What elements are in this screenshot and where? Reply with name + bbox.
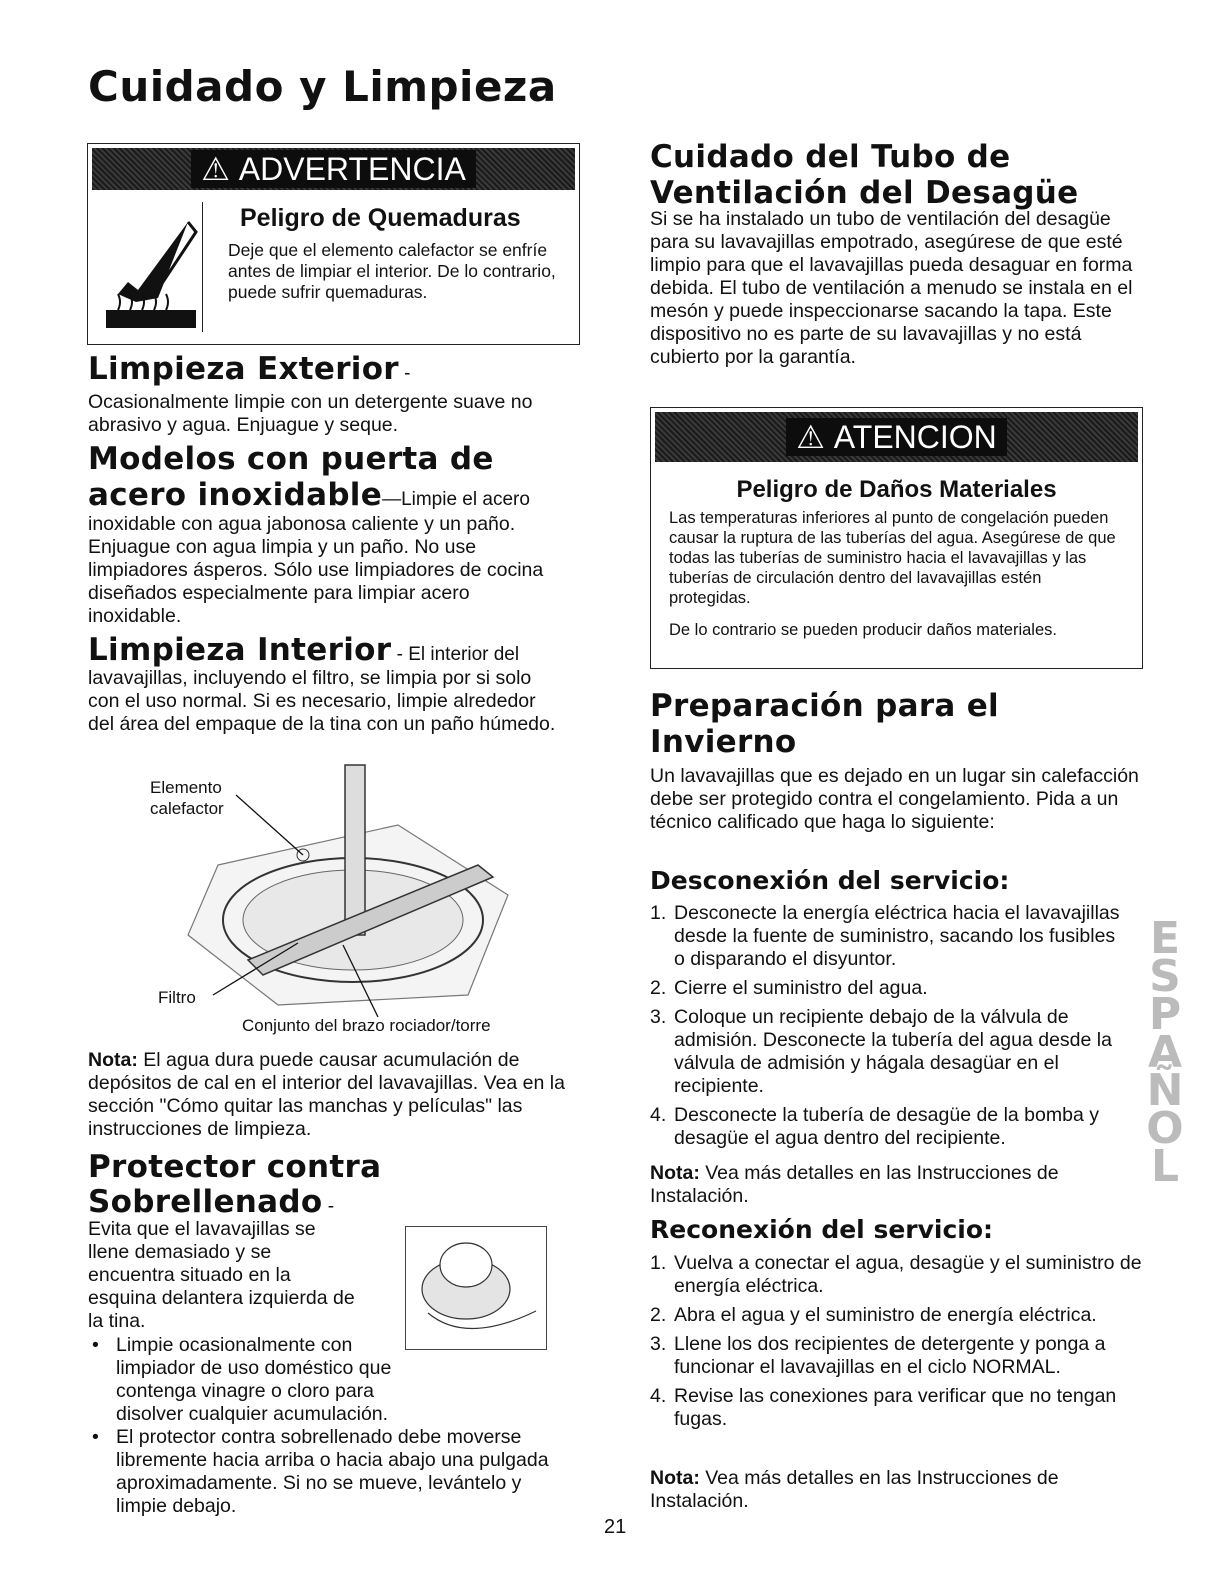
reconnect-heading: Reconexión del servicio: — [650, 1215, 994, 1244]
list-item: 4. Desconecte la tubería de desagüe de la bomba y desagüe el agua dentro del recipiente. — [650, 1104, 1099, 1149]
overfill-bullets-2 — [92, 1426, 572, 1518]
vent-text: Si se ha instalado un tubo de ventilación del desagüe para su lavavajillas empotrado, asegúrese de que esté limpio para que el lavavajillas pueda desaguar en forma debida. El tubo de ventilación a menudo se instala en el mesón y puede inspeccionarse sacando la tapa. Este dispositivo no es parte de su lavavajillas y no está cubierto por la garantía. — [650, 208, 1133, 368]
caution-heading: Peligro de Daños Materiales — [736, 476, 1057, 503]
interior-heading: Limpieza Interior - El interior del — [88, 632, 520, 668]
list-item: 3. Llene los dos recipientes de detergente y ponga a funcionar el lavavajillas en el ciclo NORMAL. — [650, 1333, 1106, 1378]
overfill-protector-illustration — [405, 1226, 547, 1350]
list-item: 2. Cierre el suministro del agua. — [650, 977, 928, 999]
caution-banner-label: ⚠ ATENCION — [786, 418, 1007, 456]
list-item: 1. Desconecte la energía eléctrica hacia el lavavajillas desde la fuente de suministro, sacando los fusibles o disparando el disyuntor. — [650, 902, 1120, 970]
list-item: • El protector contra sobrellenado debe moverse libremente hacia arriba o hacia abajo una pulgada aproximadamente. Si no se mueve, levántelo y limpie debajo. — [92, 1426, 549, 1517]
reconnect-note: Nota: Vea más detalles en las Instrucciones de Instalación. — [650, 1467, 1059, 1512]
caution-text-2: De lo contrario se pueden producir daños materiales. — [669, 621, 1057, 639]
label-spray-arm: Conjunto del brazo rociador/torre — [242, 1016, 491, 1035]
interior-text: lavavajillas, incluyendo el filtro, se limpia por si solo con el uso normal. Si es necesario, limpie alrededor del área del empaque de la tina con un paño húmedo. — [88, 667, 556, 735]
page-title: Cuidado y Limpieza — [88, 62, 557, 111]
label-heating-element: Elemento calefactor — [150, 778, 224, 818]
list-item: 3. Coloque un recipiente debajo de la válvula de admisión. Desconecte la tubería del agua desde la válvula de admisión y hágala desagüar en el recipiente. — [650, 1006, 1112, 1097]
reconnect-steps — [650, 1252, 1145, 1437]
caution-box — [650, 407, 1143, 669]
language-side-tab: ESPAÑOL — [1146, 913, 1184, 1192]
warning-triangle-icon: ⚠ — [796, 419, 825, 455]
overfill-bullets — [92, 1334, 572, 1426]
caution-text-1: Las temperaturas inferiores al punto de congelación pueden causar la ruptura de las tuberías del agua. Asegúrese de que todas las tuberías de suministro hacia el lavavajillas y las tuberías de circulación dentro del lavavajillas estén protegidas. — [669, 509, 1116, 607]
disconnect-note: Nota: Vea más detalles en las Instrucciones de Instalación. — [650, 1162, 1059, 1207]
warning-box — [87, 143, 580, 345]
stainless-heading: Modelos con puerta de acero inoxidable—Limpie el acero — [88, 441, 530, 513]
disconnect-heading: Desconexión del servicio: — [650, 866, 1010, 895]
stainless-text: inoxidable con agua jabonosa caliente y un paño. Enjuague con agua limpia y un paño. No use limpiadores ásperos. Sólo use limpiadores de cocina diseñados especialmente para limpiar acero inoxidable. — [88, 513, 544, 627]
label-filter: Filtro — [158, 988, 196, 1007]
exterior-text: Ocasionalmente limpie con un detergente suave no abrasivo y agua. Enjuague y seque. — [88, 391, 533, 436]
winter-heading: Preparación para el Invierno — [650, 688, 999, 760]
warning-banner-label: ⚠ ADVERTENCIA — [191, 150, 476, 188]
overfill-heading: Protector contra Sobrellenado - — [88, 1149, 382, 1220]
caution-banner — [655, 412, 1138, 462]
list-item: 2. Abra el agua y el suministro de energía eléctrica. — [650, 1304, 1097, 1326]
note-hard-water: Nota: El agua dura puede causar acumulación de depósitos de cal en el interior del lavavajillas. Vea en la sección "Cómo quitar las manchas y películas" las instrucciones de limpieza. — [88, 1049, 565, 1140]
vent-heading: Cuidado del Tubo de Ventilación del Desagüe — [650, 139, 1079, 211]
list-item: 4. Revise las conexiones para verificar que no tengan fugas. — [650, 1385, 1117, 1430]
winter-text: Un lavavajillas que es dejado en un lugar sin calefacción debe ser protegido contra el congelamiento. Pida a un técnico calificado que haga lo siguiente: — [650, 765, 1139, 833]
exterior-heading: Limpieza Exterior - — [88, 351, 411, 387]
overfill-text: Evita que el lavavajillas se llene demasiado y se encuentra situado en la esquina delantera izquierda de la tina. — [88, 1218, 355, 1332]
warning-heading: Peligro de Quemaduras — [240, 204, 521, 232]
warning-triangle-icon: ⚠ — [201, 151, 230, 187]
disconnect-steps — [650, 902, 1125, 1156]
warning-banner — [92, 148, 575, 190]
burn-hazard-icon — [98, 202, 203, 332]
list-item: 1. Vuelva a conectar el agua, desagüe y el suministro de energía eléctrica. — [650, 1252, 1142, 1297]
list-item: • Limpie ocasionalmente con limpiador de uso doméstico que contenga vinagre o cloro para disolver cualquier acumulación. — [92, 1334, 392, 1425]
page-number: 21 — [604, 1516, 627, 1538]
warning-text: Deje que el elemento calefactor se enfríe antes de limpiar el interior. De lo contrario, puede sufrir quemaduras. — [228, 240, 556, 302]
